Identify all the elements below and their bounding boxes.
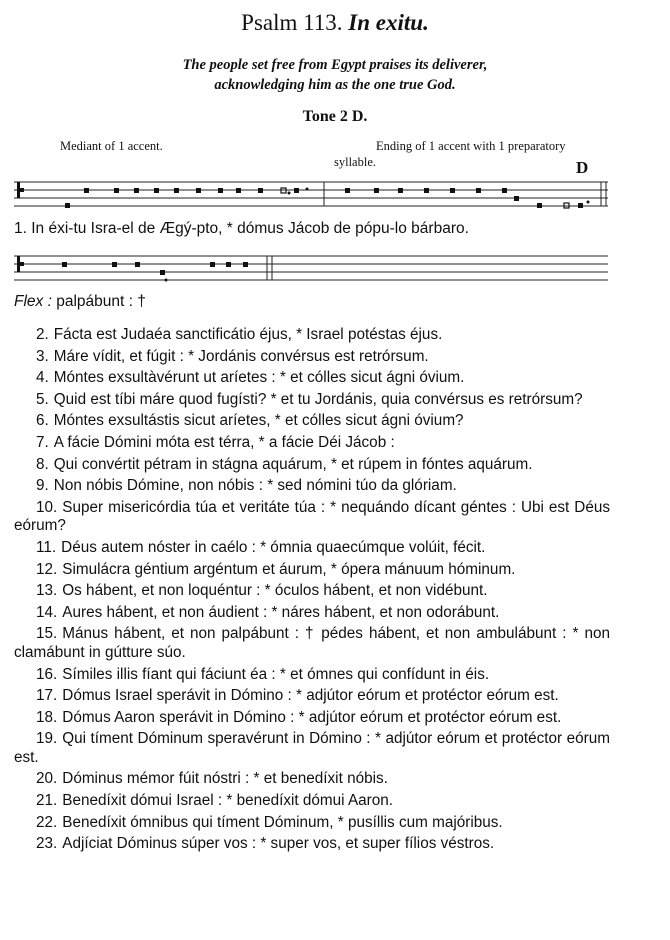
verse-number: 4. [36, 369, 49, 387]
verse-number: 8. [36, 455, 49, 473]
verse-text: Os hábent, et non loquéntur : * óculos hábent, et non vidébunt. [62, 582, 488, 600]
verse [14, 348, 610, 367]
verse-number: 10. [36, 498, 58, 516]
verse-number: 23. [36, 835, 58, 853]
verse-text: A fácie Dómini móta est térra, * a fácie Déi Jácob : [53, 433, 395, 451]
verse-number: 17. [36, 687, 58, 705]
verse [14, 539, 610, 558]
flex-text: palpábunt : † [56, 293, 146, 310]
verse [14, 369, 610, 388]
verse-text: Móntes exsultàvérunt ut aríetes : * et cólles sicut ágni óvium. [53, 369, 465, 387]
mediant-label: Mediant of 1 accent. [60, 139, 163, 153]
psalm-incipit: In exitu. [348, 10, 429, 35]
verse-number: 18. [36, 708, 58, 726]
psalm-number: Psalm 113. [241, 10, 343, 35]
verse-text: Non nóbis Dómine, non nóbis : * sed nómini túo da glóriam. [53, 477, 457, 495]
verse-text: Fácta est Judaéa sanctificátio éjus, * Israel potéstas éjus. [53, 326, 443, 343]
verse [14, 499, 610, 536]
verse [14, 792, 610, 811]
verse-text: Simulácra géntium argéntum et áurum, * ópera mánuum hóminum. [62, 560, 516, 578]
verse-text: Mánus hábent, et non palpábunt : † pédes hábent, et non ambulábunt : * non clamábunt in gútture súo. [14, 625, 610, 661]
verse [14, 326, 610, 345]
verse-number: 19. [36, 730, 58, 748]
verse-text: Super misericórdia túa et veritáte túa : * nequándo dícant géntes : Ubi est Déus eórum? [14, 498, 610, 535]
verse-text: Símiles illis fíant qui fáciunt éa : * et ómnes qui confídunt in éis. [62, 665, 490, 683]
verse-number: 14. [36, 603, 58, 621]
chant-staff-main [0, 178, 670, 218]
tone-heading: Tone 2 D. [302, 108, 368, 125]
ending-label-line-1: Ending of 1 accent with 1 preparatory [376, 139, 566, 153]
verse-text: Quid est tíbi máre quod fugísti? * et tu Jordánis, quia convérsus es retrórsum? [53, 390, 583, 408]
verse [14, 770, 610, 789]
ending-label-line-2: syllable. [334, 155, 377, 169]
verse-number: 13. [36, 582, 58, 600]
verse-number: 20. [36, 770, 58, 788]
example-verse: 1. In éxi-tu Isra-el de Ægý-pto, * dómus Jácob de pópu-lo bárbaro. [14, 220, 469, 237]
verse-text: Qui tíment Dóminum speravérunt in Dómino : * adjútor eórum et protéctor eórum est. [14, 730, 610, 766]
verse [14, 412, 610, 431]
subtitle-line-2: acknowledging him as the one true God. [214, 77, 456, 93]
verse-text: Déus autem nóster in caélo : * ómnia quaecúmque volúit, fécit. [61, 538, 486, 556]
verse-text: Adjíciat Dóminus súper vos : * super vos, et super fílios véstros. [62, 835, 495, 853]
verse [14, 730, 610, 767]
verse-number: 15. [36, 625, 58, 643]
verse [14, 814, 610, 833]
verse [14, 625, 610, 662]
subtitle-line-1: The people set free from Egypt praises its deliverer, [182, 57, 488, 73]
ending-final-mark: D [576, 158, 589, 177]
verse-number: 3. [36, 347, 49, 365]
verse [14, 709, 610, 728]
chant-staff-flex [0, 252, 670, 288]
verse [14, 835, 610, 854]
verse [14, 666, 610, 685]
verse-number: 12. [36, 560, 58, 578]
psalm-title [0, 10, 670, 36]
verse-text: Dómus Israel sperávit in Dómino : * adjútor eórum et protéctor eórum est. [62, 687, 559, 705]
verse-number: 21. [36, 792, 58, 810]
verse-text: Móntes exsultástis sicut aríetes, * et cólles sicut ágni óvium? [53, 412, 464, 430]
flex-line [14, 293, 146, 311]
verse [14, 477, 610, 496]
verse [14, 391, 610, 410]
verse [14, 561, 610, 580]
psalm-subtitle [0, 55, 670, 95]
verse-number: 16. [36, 665, 58, 683]
verse-text: Máre vídit, et fúgit : * Jordánis convérsus est retrórsum. [53, 347, 429, 365]
verse-number: 9. [36, 477, 49, 495]
verse-number: 5. [36, 390, 49, 408]
verse-number: 7. [36, 433, 49, 451]
verse-text: Benedíxit ómnibus qui tíment Dóminum, * pusíllis cum majóribus. [62, 813, 503, 831]
verse [14, 582, 610, 601]
verse-text: Dómus Aaron sperávit in Dómino : * adjútor eórum et protéctor eórum est. [62, 708, 562, 726]
flex-label: Flex : [14, 293, 52, 310]
verse-text: Aures hábent, et non áudient : * náres hábent, et non odorábunt. [62, 603, 500, 621]
verse-number: 2. [36, 326, 49, 343]
verse [14, 687, 610, 706]
verse [14, 604, 610, 623]
verse-text: Qui convértit pétram in stágna aquárum, * et rúpem in fóntes aquárum. [53, 455, 533, 473]
verse-number: 6. [36, 412, 49, 430]
verse-text: Benedíxit dómui Israel : * benedíxit dómui Aaron. [62, 792, 394, 810]
verse-number: 22. [36, 813, 58, 831]
verse-number: 11. [36, 538, 57, 556]
verse-list [14, 326, 610, 857]
verse-text: Dóminus mémor fúit nóstri : * et benedíxit nóbis. [62, 770, 388, 788]
verse [14, 434, 610, 453]
ending-label [334, 138, 566, 170]
verse [14, 456, 610, 475]
